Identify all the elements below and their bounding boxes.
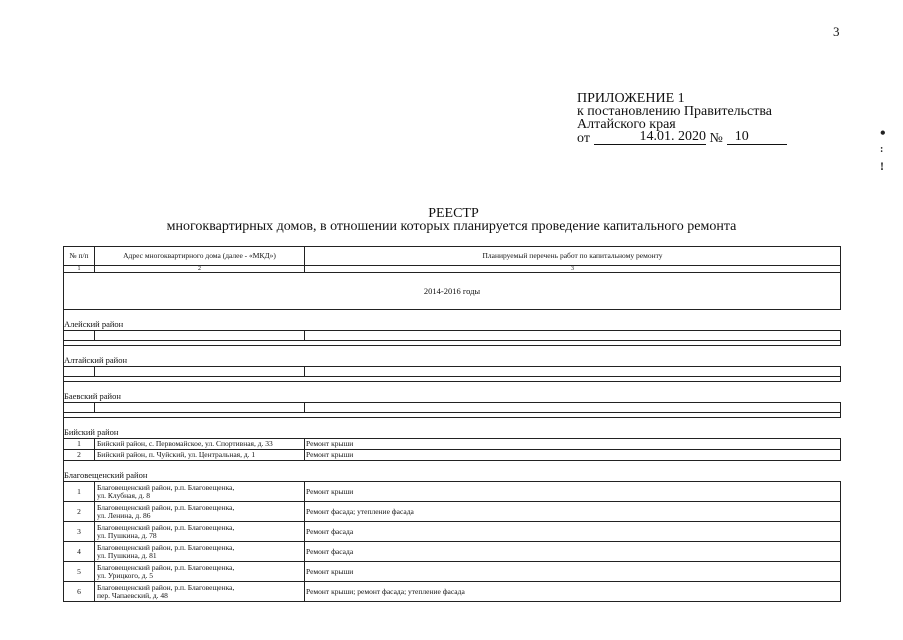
header-address: Адрес многоквартирного дома (далее - «МКД») bbox=[95, 247, 305, 266]
district-name: Алтайский район bbox=[64, 346, 841, 367]
row-works: Ремонт фасада bbox=[305, 542, 841, 562]
row-num: 3 bbox=[64, 522, 95, 542]
row-address: Бийский район, п. Чуйский, ул. Центральная, д. 1 bbox=[95, 450, 305, 461]
row-address bbox=[95, 542, 305, 562]
appendix-date-line bbox=[577, 131, 787, 145]
table-row bbox=[64, 542, 841, 562]
row-address bbox=[95, 562, 305, 582]
table-row bbox=[64, 450, 841, 461]
address-line: ул. Пушкина, д. 78 bbox=[97, 530, 157, 540]
row-works: Ремонт крыши bbox=[305, 450, 841, 461]
address-line: Благовещенский район, р.п. Благовещенка, bbox=[97, 542, 235, 552]
district-name: Благовещенский район bbox=[64, 461, 841, 482]
from-label: от bbox=[577, 131, 590, 146]
district-name: Бийский район bbox=[64, 418, 841, 439]
period-label: 2014-2016 годы bbox=[64, 273, 841, 310]
number-field bbox=[727, 131, 787, 145]
row-works: Ремонт крыши bbox=[305, 439, 841, 450]
address-line: пер. Чапаевский, д. 48 bbox=[97, 590, 168, 600]
row-num: 6 bbox=[64, 582, 95, 602]
address-line: ул. Пушкина, д. 81 bbox=[97, 550, 157, 560]
row-num: 4 bbox=[64, 542, 95, 562]
row-address bbox=[95, 502, 305, 522]
registry-table bbox=[63, 246, 841, 602]
row-address bbox=[95, 582, 305, 602]
row-num: 5 bbox=[64, 562, 95, 582]
registry-title: РЕЕСТР bbox=[428, 206, 479, 221]
page-number: 3 bbox=[833, 24, 840, 39]
row-works: Ремонт крыши bbox=[305, 482, 841, 502]
row-address bbox=[95, 522, 305, 542]
header-works: Планируемый перечень работ по капитальному ремонту bbox=[305, 247, 841, 266]
empty-row bbox=[64, 331, 841, 341]
address-line: ул. Урицкого, д. 5 bbox=[97, 570, 154, 580]
address-line: Благовещенский район, р.п. Благовещенка, bbox=[97, 502, 235, 512]
date-value: 14.01. 2020 bbox=[639, 129, 706, 144]
address-line: Благовещенский район, р.п. Благовещенка, bbox=[97, 562, 235, 572]
number-value: 10 bbox=[734, 129, 749, 144]
column-index-cell: 2 bbox=[95, 266, 305, 273]
row-works: Ремонт фасада bbox=[305, 522, 841, 542]
row-num: 2 bbox=[64, 502, 95, 522]
header-num: № п/п bbox=[64, 247, 95, 266]
district-row bbox=[64, 310, 841, 331]
table-row bbox=[64, 502, 841, 522]
empty-row bbox=[64, 403, 841, 413]
address-line: ул. Клубная, д. 8 bbox=[97, 490, 150, 500]
table-header-row bbox=[64, 247, 841, 266]
table-row bbox=[64, 582, 841, 602]
row-works: Ремонт фасада; утепление фасада bbox=[305, 502, 841, 522]
district-row bbox=[64, 382, 841, 403]
table-row bbox=[64, 562, 841, 582]
row-num: 2 bbox=[64, 450, 95, 461]
row-works: Ремонт крыши bbox=[305, 562, 841, 582]
district-name: Баевский район bbox=[64, 382, 841, 403]
period-row bbox=[64, 273, 841, 310]
empty-row bbox=[64, 367, 841, 377]
number-label: № bbox=[709, 131, 723, 146]
district-name: Алейский район bbox=[64, 310, 841, 331]
appendix-line-3: Алтайского края bbox=[577, 117, 676, 132]
registry-subtitle: многоквартирных домов, в отношении которых планируется проведение капитального ремонта bbox=[166, 219, 737, 234]
column-index-row bbox=[64, 266, 841, 273]
column-index-cell: 1 bbox=[64, 266, 95, 273]
binding-marks: • : ! bbox=[880, 125, 886, 173]
address-line: Благовещенский район, р.п. Благовещенка, bbox=[97, 482, 235, 492]
appendix-title: ПРИЛОЖЕНИЕ 1 bbox=[577, 91, 685, 106]
district-row bbox=[64, 418, 841, 439]
table-row bbox=[64, 439, 841, 450]
table-row bbox=[64, 482, 841, 502]
address-line: Благовещенский район, р.п. Благовещенка, bbox=[97, 522, 235, 532]
row-num: 1 bbox=[64, 439, 95, 450]
address-line: ул. Ленина, д. 86 bbox=[97, 510, 151, 520]
row-works: Ремонт крыши; ремонт фасада; утепление фасада bbox=[305, 582, 841, 602]
district-row bbox=[64, 346, 841, 367]
row-address bbox=[95, 482, 305, 502]
column-index-cell: 3 bbox=[305, 266, 841, 273]
address-line: Благовещенский район, р.п. Благовещенка, bbox=[97, 582, 235, 592]
table-row bbox=[64, 522, 841, 542]
row-address: Бийский район, с. Первомайское, ул. Спортивная, д. 33 bbox=[95, 439, 305, 450]
appendix-line-2: к постановлению Правительства bbox=[577, 104, 773, 119]
appendix-block bbox=[577, 92, 787, 145]
row-num: 1 bbox=[64, 482, 95, 502]
date-field bbox=[594, 131, 706, 145]
district-row bbox=[64, 461, 841, 482]
